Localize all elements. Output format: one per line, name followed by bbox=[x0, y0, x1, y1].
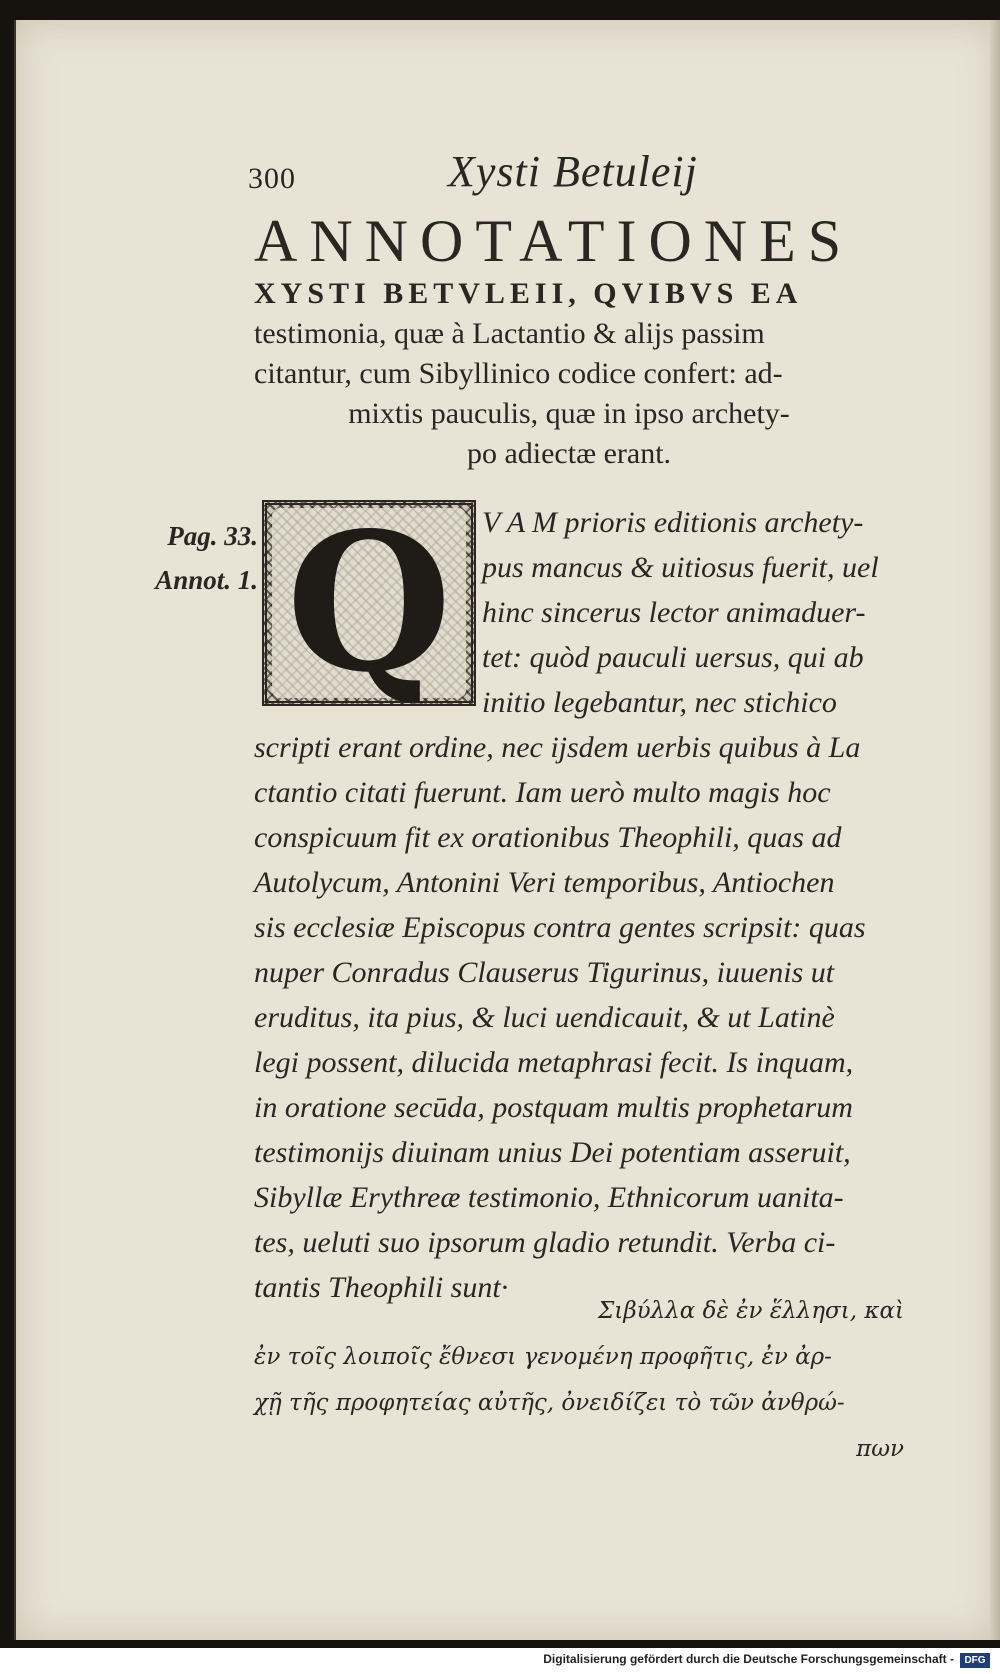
section-title: ANNOTATIONES bbox=[254, 208, 854, 274]
body-line: sis ecclesiæ Episcopus contra gentes scripsit: quas bbox=[254, 911, 866, 944]
running-head bbox=[248, 146, 768, 202]
body-line: tantis Theophili sunt· bbox=[254, 1271, 509, 1304]
greek-line: Σιβύλλα δὲ ἐν ἕλλησι, καὶ bbox=[598, 1298, 904, 1324]
title-line: testimonia, quæ à Lactantio & alijs passim bbox=[254, 317, 765, 350]
title-line: po adiectæ erant. bbox=[466, 437, 672, 470]
title-line: citantur, cum Sibyllinico codice confert: ad- bbox=[254, 357, 783, 390]
margin-note bbox=[128, 514, 258, 602]
dfg-logo-icon: DFG bbox=[960, 1653, 990, 1668]
body-line: scripti erant ordine, nec ijsdem uerbis quibus à La bbox=[254, 731, 861, 764]
title-line: mixtis pauculis, quæ in ipso archety- bbox=[348, 397, 790, 430]
body-line: tet: quòd pauculi uersus, qui ab bbox=[482, 641, 864, 674]
greek-line: χῇ τῆς προφητείας αὐτῆς, ὀνειδίζει τὸ τῶν ἀνθρώ- bbox=[254, 1390, 845, 1416]
body-line: V A M prioris editionis archety- bbox=[482, 506, 864, 539]
page-number: 300 bbox=[248, 162, 296, 195]
section-subtitle: XYSTI BETVLEII, QVIBVS EA bbox=[254, 277, 803, 310]
body-line: ctantio citati fuerunt. Iam uerò multo magis hoc bbox=[254, 776, 831, 809]
greek-quotation bbox=[254, 1288, 904, 1472]
margin-note-annotation: Annot. 1. bbox=[155, 565, 258, 595]
body-line: pus mancus & uitiosus fuerit, uel bbox=[482, 551, 879, 584]
book-page bbox=[14, 20, 998, 1640]
body-line: legi possent, dilucida metaphrasi fecit. Is inquam, bbox=[254, 1046, 854, 1079]
body-line: initio legebantur, nec stichico bbox=[482, 686, 837, 719]
body-line: eruditus, ita pius, & luci uendicauit, & ut Latinè bbox=[254, 1001, 835, 1034]
initial-letter: Q bbox=[272, 508, 466, 698]
section-title-block bbox=[254, 208, 904, 474]
body-line: tes, ueluti suo ipsorum gladio retundit. Verba ci- bbox=[254, 1226, 836, 1259]
page-edge bbox=[990, 20, 1000, 1640]
body-line: hinc sincerus lector animaduer- bbox=[482, 596, 866, 629]
footer-credit: Digitalisierung gefördert durch die Deutsche Forschungsgemeinschaft - bbox=[543, 1652, 954, 1666]
page-content bbox=[16, 20, 998, 1640]
body-text bbox=[254, 500, 904, 1310]
digitization-footer bbox=[0, 1648, 1000, 1674]
greek-line: ἐν τοῖς λοιποῖς ἔθνεσι γενομένη προφῆτις, ἐν ἀρ- bbox=[254, 1344, 832, 1370]
greek-line: πων bbox=[856, 1436, 904, 1462]
body-line: Sibyllæ Erythreæ testimonio, Ethnicorum uanita- bbox=[254, 1181, 844, 1214]
body-line: Autolycum, Antonini Veri temporibus, Antiochen bbox=[254, 866, 835, 899]
body-line: conspicuum fit ex orationibus Theophili, quas ad bbox=[254, 821, 842, 854]
body-line: in oratione secūda, postquam multis prophetarum bbox=[254, 1091, 853, 1124]
running-title: Xysti Betuleij bbox=[448, 147, 698, 196]
body-line: nuper Conradus Clauserus Tigurinus, iuuenis ut bbox=[254, 956, 835, 989]
margin-note-page: Pag. 33. bbox=[167, 521, 258, 551]
body-line: testimonijs diuinam unius Dei potentiam asseruit, bbox=[254, 1136, 851, 1169]
